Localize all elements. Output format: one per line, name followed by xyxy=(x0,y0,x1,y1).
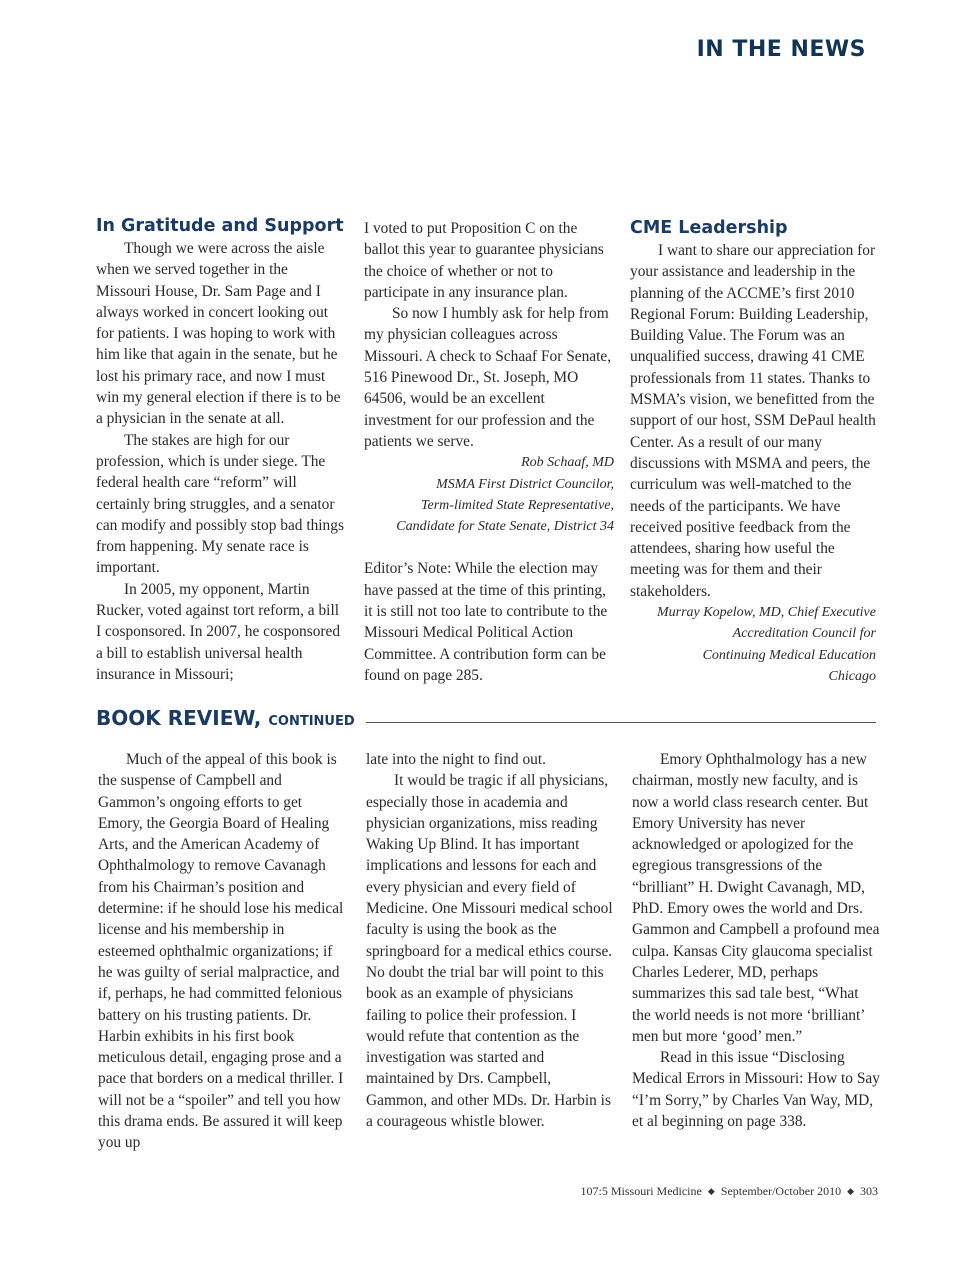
page-footer xyxy=(581,1184,878,1199)
book-review-col3 xyxy=(632,749,880,1132)
article1-para3: In 2005, my opponent, Martin Rucker, voted against tort reform, a bill I cosponsored. In 2007, he cosponsored a bill to establish universal health insurance in Missouri; xyxy=(96,580,341,683)
cme-signature-org-2: Continuing Medical Education xyxy=(702,647,876,663)
article2-para: I want to share our appreciation for your assistance and leadership in the planning of the ACCME’s first 2010 Regional Forum: Building Leadership, Building Value. The Forum was an unqualified success, drawing 41 CME professionals from 11 states. Thanks to MSMA’s vision, we benefitted from the support of our host, SSM DePaul health Center. As a result of our many discussions with MSMA and peers, the curriculum was well-matched to the needs of the participants. We have received positive feedback from the attendees, sharing how useful the meeting was for them and their stakeholders. xyxy=(630,242,876,600)
book-review-para3: Emory Ophthalmology has a new chairman, mostly new faculty, and is now a world class research center. But Emory University has never acknowledged or apologized for the egregious transgressions of the “brilliant” H. Dwight Cavanagh, MD, PhD. Emory owes the world and Drs. Gammon and Campbell a profound mea culpa. Kansas City glaucoma specialist Charles Lederer, MD, perhaps summarizes this sad tale best, “What the world needs is not more ‘brilliant’ men but more ‘good’ men.” xyxy=(632,751,880,1045)
article1-para2: The stakes are high for our profession, which is under siege. The federal health care “reform” will certainly bring struggles, and a senator can modify and possibly stop bad things from happening. My senate race is important. xyxy=(96,431,344,577)
article1-heading: In Gratitude and Support xyxy=(96,216,344,236)
article2-heading: CME Leadership xyxy=(630,218,788,238)
section-label: IN THE NEWS xyxy=(696,37,866,62)
editors-note: Editor’s Note: While the election may have passed at the time of this printing, it is still not too late to contribute to the Missouri Medical Political Action Committee. A contribution form can be found on page 285. xyxy=(364,560,608,684)
article1-para3-cont: I voted to put Proposition C on the ballot this year to guarantee physicians the choice of whether or not to participate in any insurance plan. xyxy=(364,220,604,301)
book-review-col2 xyxy=(366,749,614,1132)
book-review-para4: Read in this issue “Disclosing Medical Errors in Missouri: How to Say “I’m Sorry,” by Charles Van Way, MD, et al beginning on page 338. xyxy=(632,1049,880,1131)
footer-separator-2: ◆ xyxy=(847,1186,854,1196)
book-review-heading xyxy=(96,706,355,730)
article1-col1 xyxy=(96,215,344,685)
signature-title-1: MSMA First District Councilor, xyxy=(436,476,614,492)
footer-page-number: 303 xyxy=(860,1184,878,1198)
article2-col xyxy=(630,217,876,687)
cme-signature-name: Murray Kopelow, MD, Chief Executive xyxy=(656,605,876,621)
footer-issue: September/October 2010 xyxy=(720,1184,842,1198)
article1-para1: Though we were across the aisle when we served together in the Missouri House, Dr. Sam Page and I always worked in concert looking out for patients. I was hoping to work with him like that again in the senate, but he lost his primary race, and now I must win my general election if there is to be a physician in the senate at all. xyxy=(96,240,341,428)
signature-title-3: Candidate for State Senate, District 34 xyxy=(396,519,614,535)
book-review-para1: Much of the appeal of this book is the suspense of Campbell and Gammon’s ongoing efforts to get Emory, the Georgia Board of Healing Arts, and the American Academy of Ophthalmology to remove Cavanagh from his Chairman’s position and determine: if he should lose his medical license and his membership in esteemed ophthalmic organizations; if he was guilty of serial malpractice, and if, perhaps, he had committed felonious battery on his trusting patients. Dr. Harbin exhibits in his first book meticulous detail, engaging prose and a pace that borders on a medical thriller. I will not be a “spoiler” and tell you how this drama ends. Be assured it will keep you up xyxy=(98,751,344,1152)
article1-para4: So now I humbly ask for help from my physician colleagues across Missouri. A check to Schaaf For Senate, 516 Pinewood Dr., St. Joseph, MO 64506, would be an excellent investment for our profession and the patients we serve. xyxy=(364,305,612,450)
cme-signature-org-1: Accreditation Council for xyxy=(732,626,876,642)
cme-signature-city: Chicago xyxy=(828,668,876,684)
book-review-col1 xyxy=(98,749,344,1154)
book-review-para1-cont: late into the night to find out. xyxy=(366,751,546,768)
footer-journal: 107:5 Missouri Medicine xyxy=(580,1184,702,1198)
footer-separator-1: ◆ xyxy=(707,1186,715,1196)
book-review-continued: CONTINUED xyxy=(268,714,355,729)
signature-name: Rob Schaaf, MD xyxy=(521,455,614,471)
article1-col2 xyxy=(364,218,614,686)
book-review-title: BOOK REVIEW, xyxy=(96,706,262,730)
section-divider xyxy=(366,722,876,723)
signature-title-2: Term-limited State Representative, xyxy=(421,497,614,513)
book-review-para2: It would be tragic if all physicians, especially those in academia and physician organizations, miss reading Waking Up Blind. It has important implications and lessons for each and every physician and every field of Medicine. One Missouri medical school faculty is using the book as the springboard for a medical ethics course. No doubt the trial bar will point to this book as an example of physicians failing to police their profession. I would refute that contention as the investigation was started and maintained by Drs. Campbell, Gammon, and other MDs. Dr. Harbin is a courageous whistle blower. xyxy=(366,772,613,1131)
